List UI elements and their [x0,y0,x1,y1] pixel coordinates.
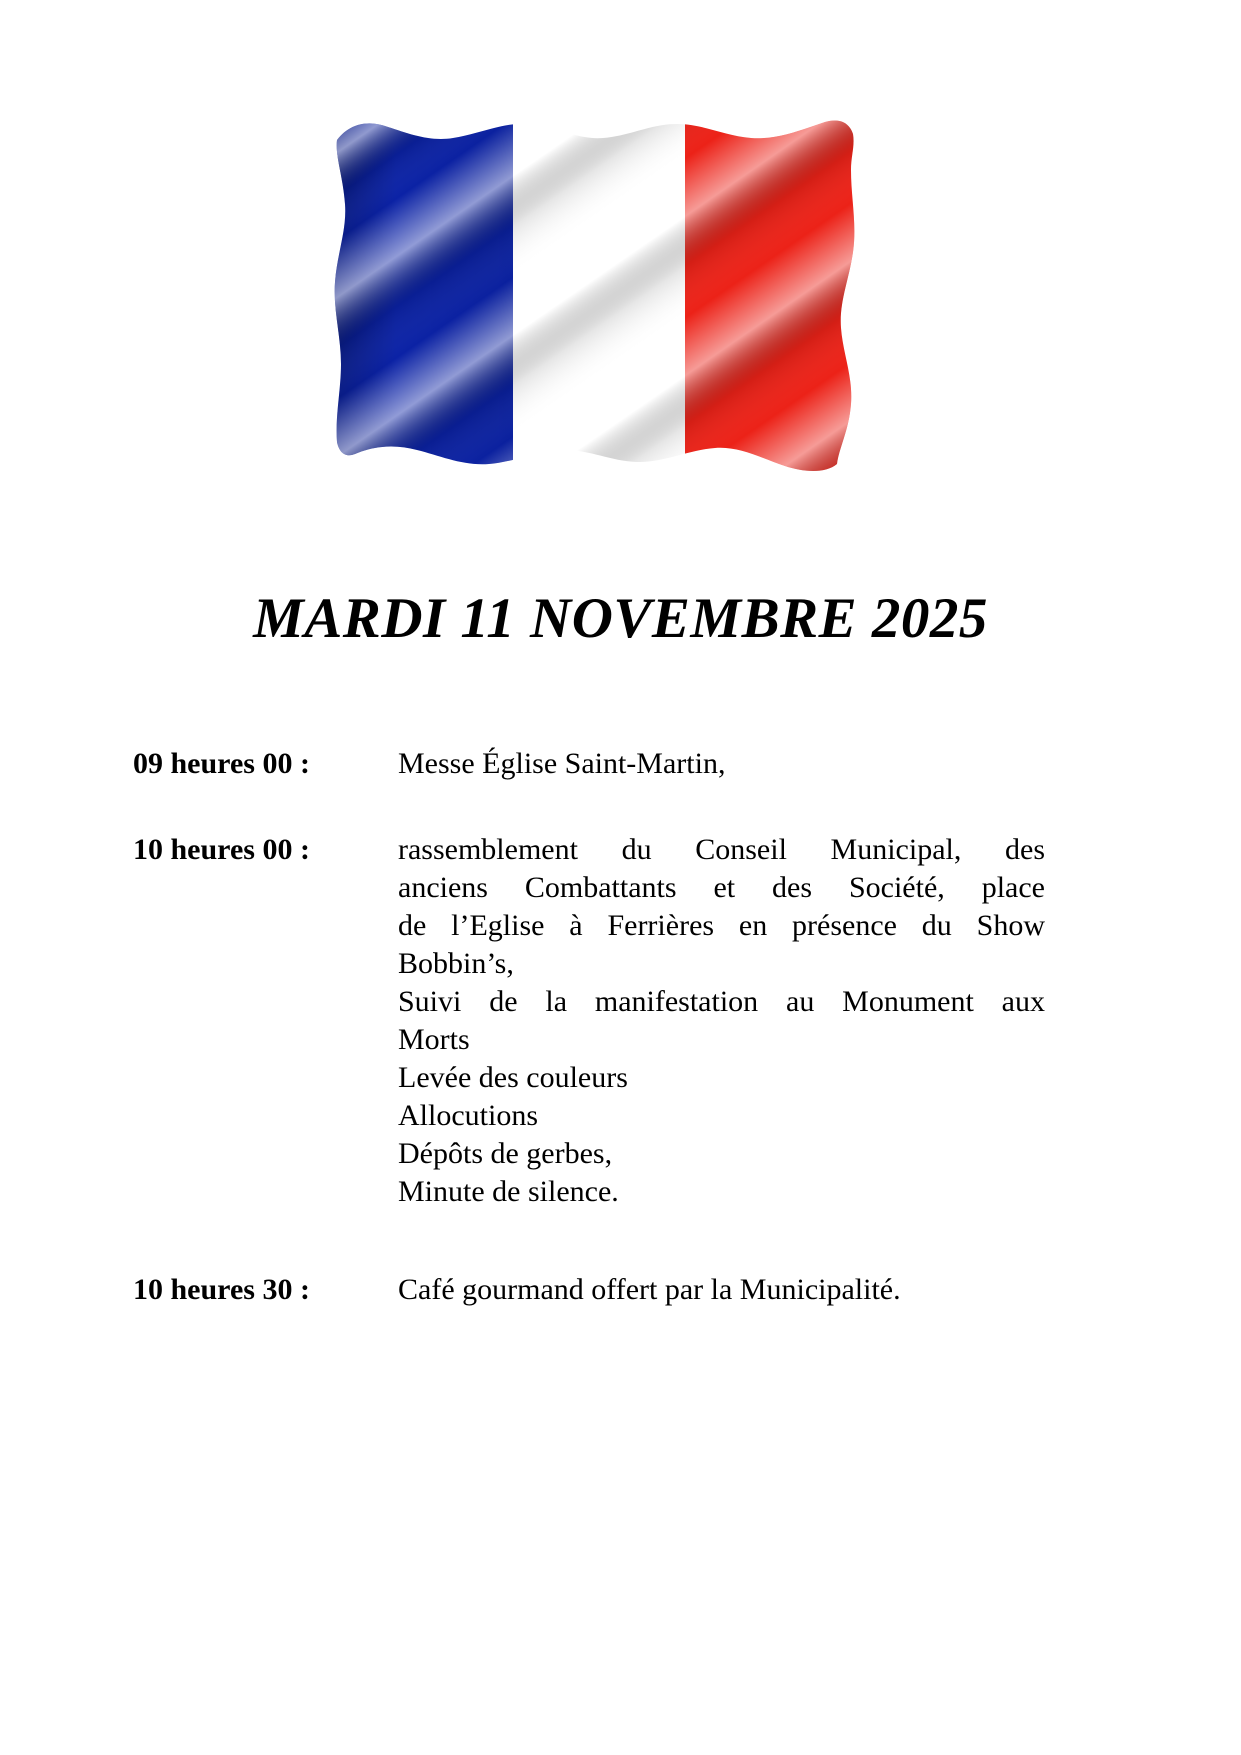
schedule-time: 09 heures 00 : [133,747,310,780]
schedule-line: Minute de silence. [398,1175,619,1208]
schedule-line: Suivi de la manifestation au Monument aux [398,985,1045,1018]
schedule-entry [133,745,1045,783]
flag-bands [333,112,857,474]
french-flag-svg [333,112,857,474]
flag-wave-shading [333,112,857,474]
schedule-line: Café gourmand offert par la Municipalité. [398,1273,901,1306]
schedule-line: rassemblement du Conseil Municipal, des [398,833,1045,866]
schedule-entry [133,1271,1045,1309]
schedule-description [398,745,1045,783]
schedule-line: Levée des couleurs [398,1061,628,1094]
schedule-description [398,1271,1045,1309]
page-title: MARDI 11 NOVEMBRE 2025 [253,587,988,650]
schedule-time: 10 heures 30 : [133,1273,310,1306]
schedule-line: de l’Eglise à Ferrières en présence du Show [398,909,1045,942]
schedule-line: Dépôts de gerbes, [398,1137,613,1170]
schedule-line: anciens Combattants et des Société, place [398,871,1045,904]
schedule-line: Messe Église Saint-Martin, [398,747,726,780]
french-flag-image [333,112,857,474]
schedule-time: 10 heures 00 : [133,833,310,866]
schedule-line: Allocutions [398,1099,538,1132]
schedule-line: Morts [398,1023,470,1056]
schedule-description [398,831,1045,1211]
schedule-list [133,745,1045,1309]
schedule-line: Bobbin’s, [398,947,514,980]
schedule-entry [133,831,1045,1211]
